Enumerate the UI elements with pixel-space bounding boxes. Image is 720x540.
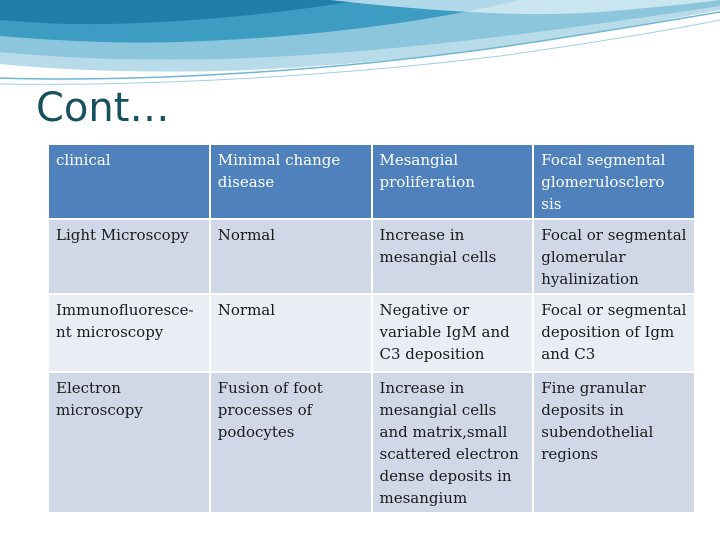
table-cell: Fusion of foot processes of podocytes xyxy=(211,373,371,512)
table-cell: Focal or segmental glomerular hyalinization xyxy=(534,220,694,293)
table-header-row xyxy=(49,145,694,218)
slide-title: Cont… xyxy=(36,85,170,131)
table-row xyxy=(49,220,694,293)
table-cell: Increase in mesangial cells xyxy=(373,220,533,293)
header-cell-mesangial: Mesangial proliferation xyxy=(373,145,533,218)
header-cell-clinical: clinical xyxy=(49,145,209,218)
table-cell: Negative or variable IgM and C3 deposition xyxy=(373,295,533,371)
table-cell: Increase in mesangial cells and matrix,small scattered electron dense deposits in mesangium xyxy=(373,373,533,512)
row-label-immunofluorescent: Immunofluoresce-nt microscopy xyxy=(49,295,209,371)
header-cell-focal-segmental: Focal segmental glomerulosclero sis xyxy=(534,145,694,218)
row-label-light-microscopy: Light Microscopy xyxy=(49,220,209,293)
table-cell: Focal or segmental deposition of Igm and C3 xyxy=(534,295,694,371)
row-label-electron-microscopy: Electron microscopy xyxy=(49,373,209,512)
table-row xyxy=(49,295,694,371)
comparison-table xyxy=(47,143,696,514)
table-row xyxy=(49,373,694,512)
table-cell: Fine granular deposits in subendothelial regions xyxy=(534,373,694,512)
header-wave-decoration xyxy=(0,0,720,90)
header-cell-minimal-change: Minimal change disease xyxy=(211,145,371,218)
table-cell: Normal xyxy=(211,220,371,293)
table-cell: Normal xyxy=(211,295,371,371)
